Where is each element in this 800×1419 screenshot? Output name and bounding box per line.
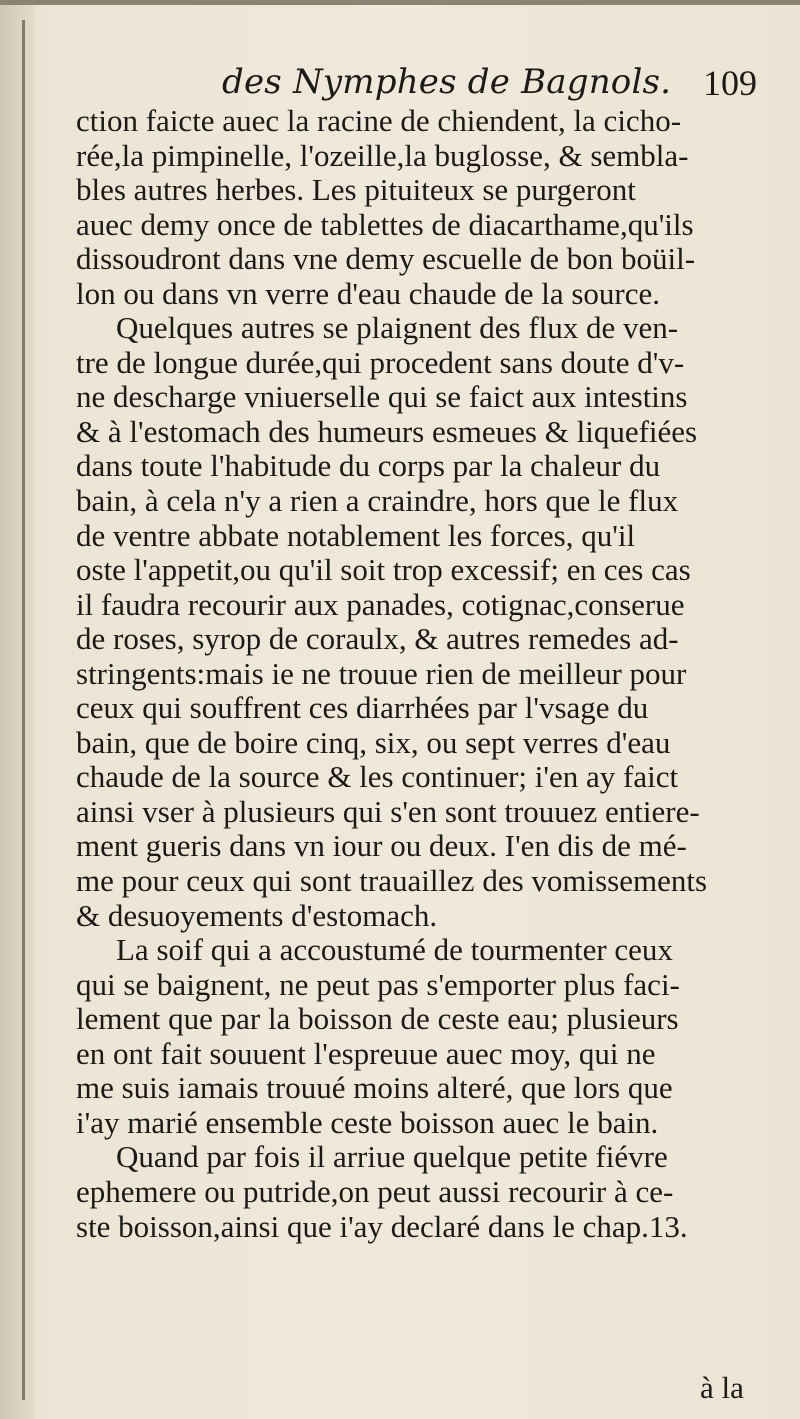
text-line: en ont fait souuent l'espreuue auec moy, qui ne [76,1036,656,1071]
text-line: Quand par fois il arriue quelque petite fiévre [116,1140,668,1175]
text-line: qui se baignent, ne peut pas s'emporter plus faci- [76,967,680,1002]
text-line: lement que par la boisson de ceste eau; plusieurs [76,1002,679,1037]
text-line: bain, à cela n'y a rien a craindre, hors que le flux [76,484,679,519]
left-margin-rule [22,20,25,1400]
text-line: il faudra recourir aux panades, cotignac,conserue [76,587,685,622]
body-text [76,104,766,1244]
page-number: 109 [703,63,757,103]
text-line: bles autres herbes. Les pituiteux se purgeront [76,173,636,208]
text-line: ephemere ou putride,on peut aussi recourir à ce- [76,1174,674,1209]
text-line: ainsi vser à plusieurs qui s'en sont trouuez entiere- [76,794,700,829]
text-line: dans toute l'habitude du corps par la chaleur du [76,449,661,484]
text-line: ste boisson,ainsi que i'ay declaré dans le chap.13. [76,1209,688,1244]
text-line: oste l'appetit,ou qu'il soit trop excessif; en ces cas [76,553,691,588]
text-line: i'ay marié ensemble ceste boisson auec le bain. [76,1105,659,1140]
text-line: ne descharge vniuerselle qui se faict aux intestins [76,380,688,415]
top-edge-rule [0,0,800,5]
text-line: de roses, syrop de coraulx, & autres remedes ad- [76,622,679,657]
text-line: tre de longue durée,qui procedent sans doute d'v- [76,345,685,380]
text-line: stringents:mais ie ne trouue rien de meilleur pour [76,656,687,691]
text-line: & à l'estomach des humeurs esmeues & liquefiées [76,414,698,449]
text-line: rée,la pimpinelle, l'ozeille,la buglosse, & sembla- [76,138,689,173]
text-line: me pour ceux qui sont trauaillez des vomissements [76,864,708,899]
text-line: lon ou dans vn verre d'eau chaude de la source. [76,276,661,311]
text-line: me suis iamais trouué moins alteré, que lors que [76,1071,673,1106]
text-line: de ventre abbate notablement les forces, qu'il [76,518,636,553]
text-line: La soif qui a accoustumé de tourmenter ceux [116,933,673,968]
text-line: ment gueris dans vn iour ou deux. I'en dis de mé- [76,829,687,864]
text-line: ction faicte auec la racine de chiendent, la cicho- [76,104,682,138]
text-line: dissoudront dans vne demy escuelle de bon boüil- [76,242,696,277]
binding-shadow [0,0,34,1419]
catchword: à la [700,1370,744,1405]
text-line: chaude de la source & les continuer; i'en ay faict [76,760,679,795]
text-line: Quelques autres se plaignent des flux de ven- [116,311,679,346]
text-line: & desuoyements d'estomach. [76,898,438,933]
running-head-title: des Nymphes de Bagnols. [222,62,672,102]
text-line: auec demy once de tablettes de diacarthame,qu'ils [76,207,694,242]
text-line: ceux qui souffrent ces diarrhées par l'vsage du [76,691,649,726]
text-line: bain, que de boire cinq, six, ou sept verres d'eau [76,725,671,760]
